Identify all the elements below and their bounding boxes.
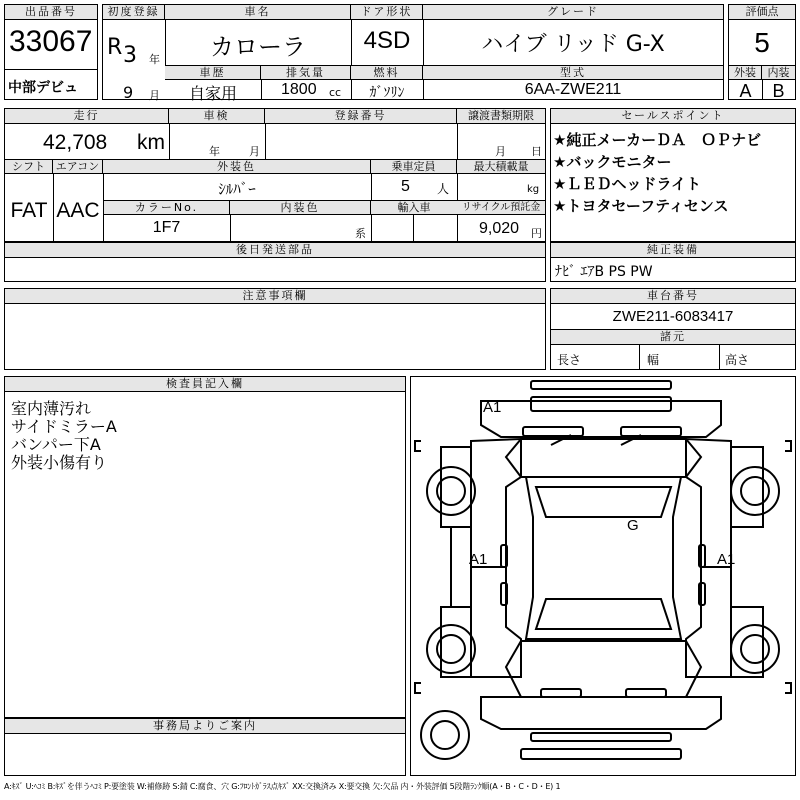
fuel-label: 燃料 xyxy=(351,66,423,80)
mileage-label: 走行 xyxy=(5,109,169,124)
import-label: 輸入車 xyxy=(371,201,457,215)
score-label: 評価点 xyxy=(729,5,795,20)
transfer-day: 日 xyxy=(531,145,542,158)
sales-points-label: セールスポイント xyxy=(551,109,795,124)
notes-label: 注意事項欄 xyxy=(5,289,545,304)
genuine-block xyxy=(550,242,796,282)
grade-value: ハイブ リッド G-X xyxy=(481,32,665,57)
grade-label: グレード xyxy=(423,5,723,20)
chassis-label: 車台番号 xyxy=(551,289,795,304)
int-color-label: 内装色 xyxy=(230,201,371,215)
exterior-value: A xyxy=(739,81,752,101)
load-label: 最大積載量 xyxy=(457,160,545,174)
score-value: 5 xyxy=(754,27,770,58)
dims-width: 幅 xyxy=(647,353,660,367)
reg-no-label: 登録番号 xyxy=(265,109,457,124)
debut-label: 中部デビュ xyxy=(8,80,78,96)
inspector-label: 検査員記入欄 xyxy=(5,377,405,392)
fuel-value: ｶﾞｿﾘﾝ xyxy=(369,85,405,101)
history-label: 車歴 xyxy=(165,66,261,80)
aircon-value: AAC xyxy=(56,199,100,222)
lot-block xyxy=(4,4,98,100)
year-value: 3 xyxy=(123,43,137,68)
mileage-unit: km xyxy=(137,131,165,154)
later-parts-block xyxy=(4,242,546,282)
mileage-value: 42,708 xyxy=(43,131,108,154)
damage-legend: A:ｷｽﾞ U:ﾍｺﾐ B:ｷｽﾞを伴うﾍｺﾐ P:要塗装 W:補修跡 S:錆 C:腐食、穴 G:ﾌﾛﾝﾄｶﾞﾗｽ点ｷｽﾞ XX:交換済み X:要交換 欠:欠品 内・外装評価 5段階ﾗﾝｸ順(A・B・C・D・E) 1 xyxy=(4,782,561,791)
car-name: カローラ xyxy=(210,33,306,61)
door-value: 4SD xyxy=(363,27,411,54)
inspector-line: バンパー下A xyxy=(11,435,101,454)
genuine-label: 純正装備 xyxy=(551,243,795,258)
capacity-value: 5 xyxy=(401,178,410,195)
right-damage-mark: A1 xyxy=(717,551,736,568)
score-block xyxy=(728,4,796,100)
capacity-label: 乗車定員 xyxy=(371,160,457,174)
inspection-label: 車検 xyxy=(169,109,265,124)
notes-block xyxy=(4,288,546,370)
car-damage-diagram xyxy=(410,376,796,776)
door-label: ドア形状 xyxy=(351,5,423,20)
dims-length: 長さ xyxy=(557,353,582,367)
sales-point-item: ★純正メーカーＤＡ ＯＰナビ xyxy=(553,131,762,149)
aircon-label: エアコン xyxy=(53,160,103,174)
displacement-value: 1800 xyxy=(281,81,317,98)
dims-label: 諸元 xyxy=(551,330,795,345)
month-unit: 月 xyxy=(149,89,160,102)
transfer-month: 月 xyxy=(495,145,506,158)
recycle-value: 9,020 xyxy=(479,220,520,237)
recycle-unit: 円 xyxy=(531,227,542,240)
later-parts-label: 後日発送部品 xyxy=(5,243,545,258)
left-damage-mark: A1 xyxy=(469,551,488,568)
inspection-year: 年 xyxy=(209,145,220,158)
dims-height: 高さ xyxy=(725,353,750,367)
transfer-label: 譲渡書類期限 xyxy=(457,109,545,124)
office-block xyxy=(4,718,406,776)
inspector-line: サイドミラーA xyxy=(11,417,117,436)
chassis-block xyxy=(550,288,796,370)
model-value: 6AA-ZWE211 xyxy=(524,81,622,98)
interior-label: 内装 xyxy=(762,66,795,80)
ext-color-label: 外装色 xyxy=(103,160,371,174)
roof-damage-mark: G xyxy=(627,517,639,534)
history-value: 自家用 xyxy=(188,84,237,103)
chassis-value: ZWE211-6083417 xyxy=(612,308,734,325)
sales-point-item: ★トヨタセーフティセンス xyxy=(553,197,729,215)
era-value: R xyxy=(107,35,123,60)
inspector-line: 室内薄汚れ xyxy=(11,399,92,418)
load-unit: kg xyxy=(527,184,540,195)
recycle-label: リサイクル預託金 xyxy=(457,201,545,215)
genuine-value: ﾅﾋﾞ ｴｱB PS PW xyxy=(555,264,653,280)
spec-grid xyxy=(4,108,546,242)
lot-label: 出品番号 xyxy=(5,5,97,20)
ext-color-value: ｼﾙﾊﾞｰ xyxy=(218,180,256,198)
inspection-month: 月 xyxy=(249,145,260,158)
inspector-block xyxy=(4,376,406,718)
color-no-label: カラーNo. xyxy=(104,201,230,215)
office-label: 事務局よりご案内 xyxy=(5,719,405,734)
capacity-unit: 人 xyxy=(437,182,450,196)
front-damage-mark: A1 xyxy=(483,399,502,416)
sales-points-block xyxy=(550,108,796,242)
shift-label: シフト xyxy=(5,160,53,174)
sales-point-item: ★ＬＥＤヘッドライト xyxy=(553,175,701,193)
car-outline-svg xyxy=(411,377,795,775)
displacement-label: 排気量 xyxy=(261,66,351,80)
color-no-value: 1F7 xyxy=(152,219,181,236)
sales-point-item: ★バックモニター xyxy=(553,153,672,171)
displacement-unit: cc xyxy=(329,86,342,99)
shift-value: FAT xyxy=(10,199,48,222)
inspector-line: 外装小傷有り xyxy=(11,453,108,472)
interior-value: B xyxy=(772,81,785,101)
model-label: 型式 xyxy=(423,66,723,80)
year-unit: 年 xyxy=(149,53,160,66)
first-reg-label: 初度登録 xyxy=(103,5,165,20)
lot-number: 33067 xyxy=(9,25,93,58)
month-value: 9 xyxy=(123,83,134,102)
exterior-label: 外装 xyxy=(729,66,762,80)
top-info-grid xyxy=(102,4,724,103)
car-name-label: 車名 xyxy=(165,5,351,20)
int-color-unit: 系 xyxy=(355,227,366,240)
